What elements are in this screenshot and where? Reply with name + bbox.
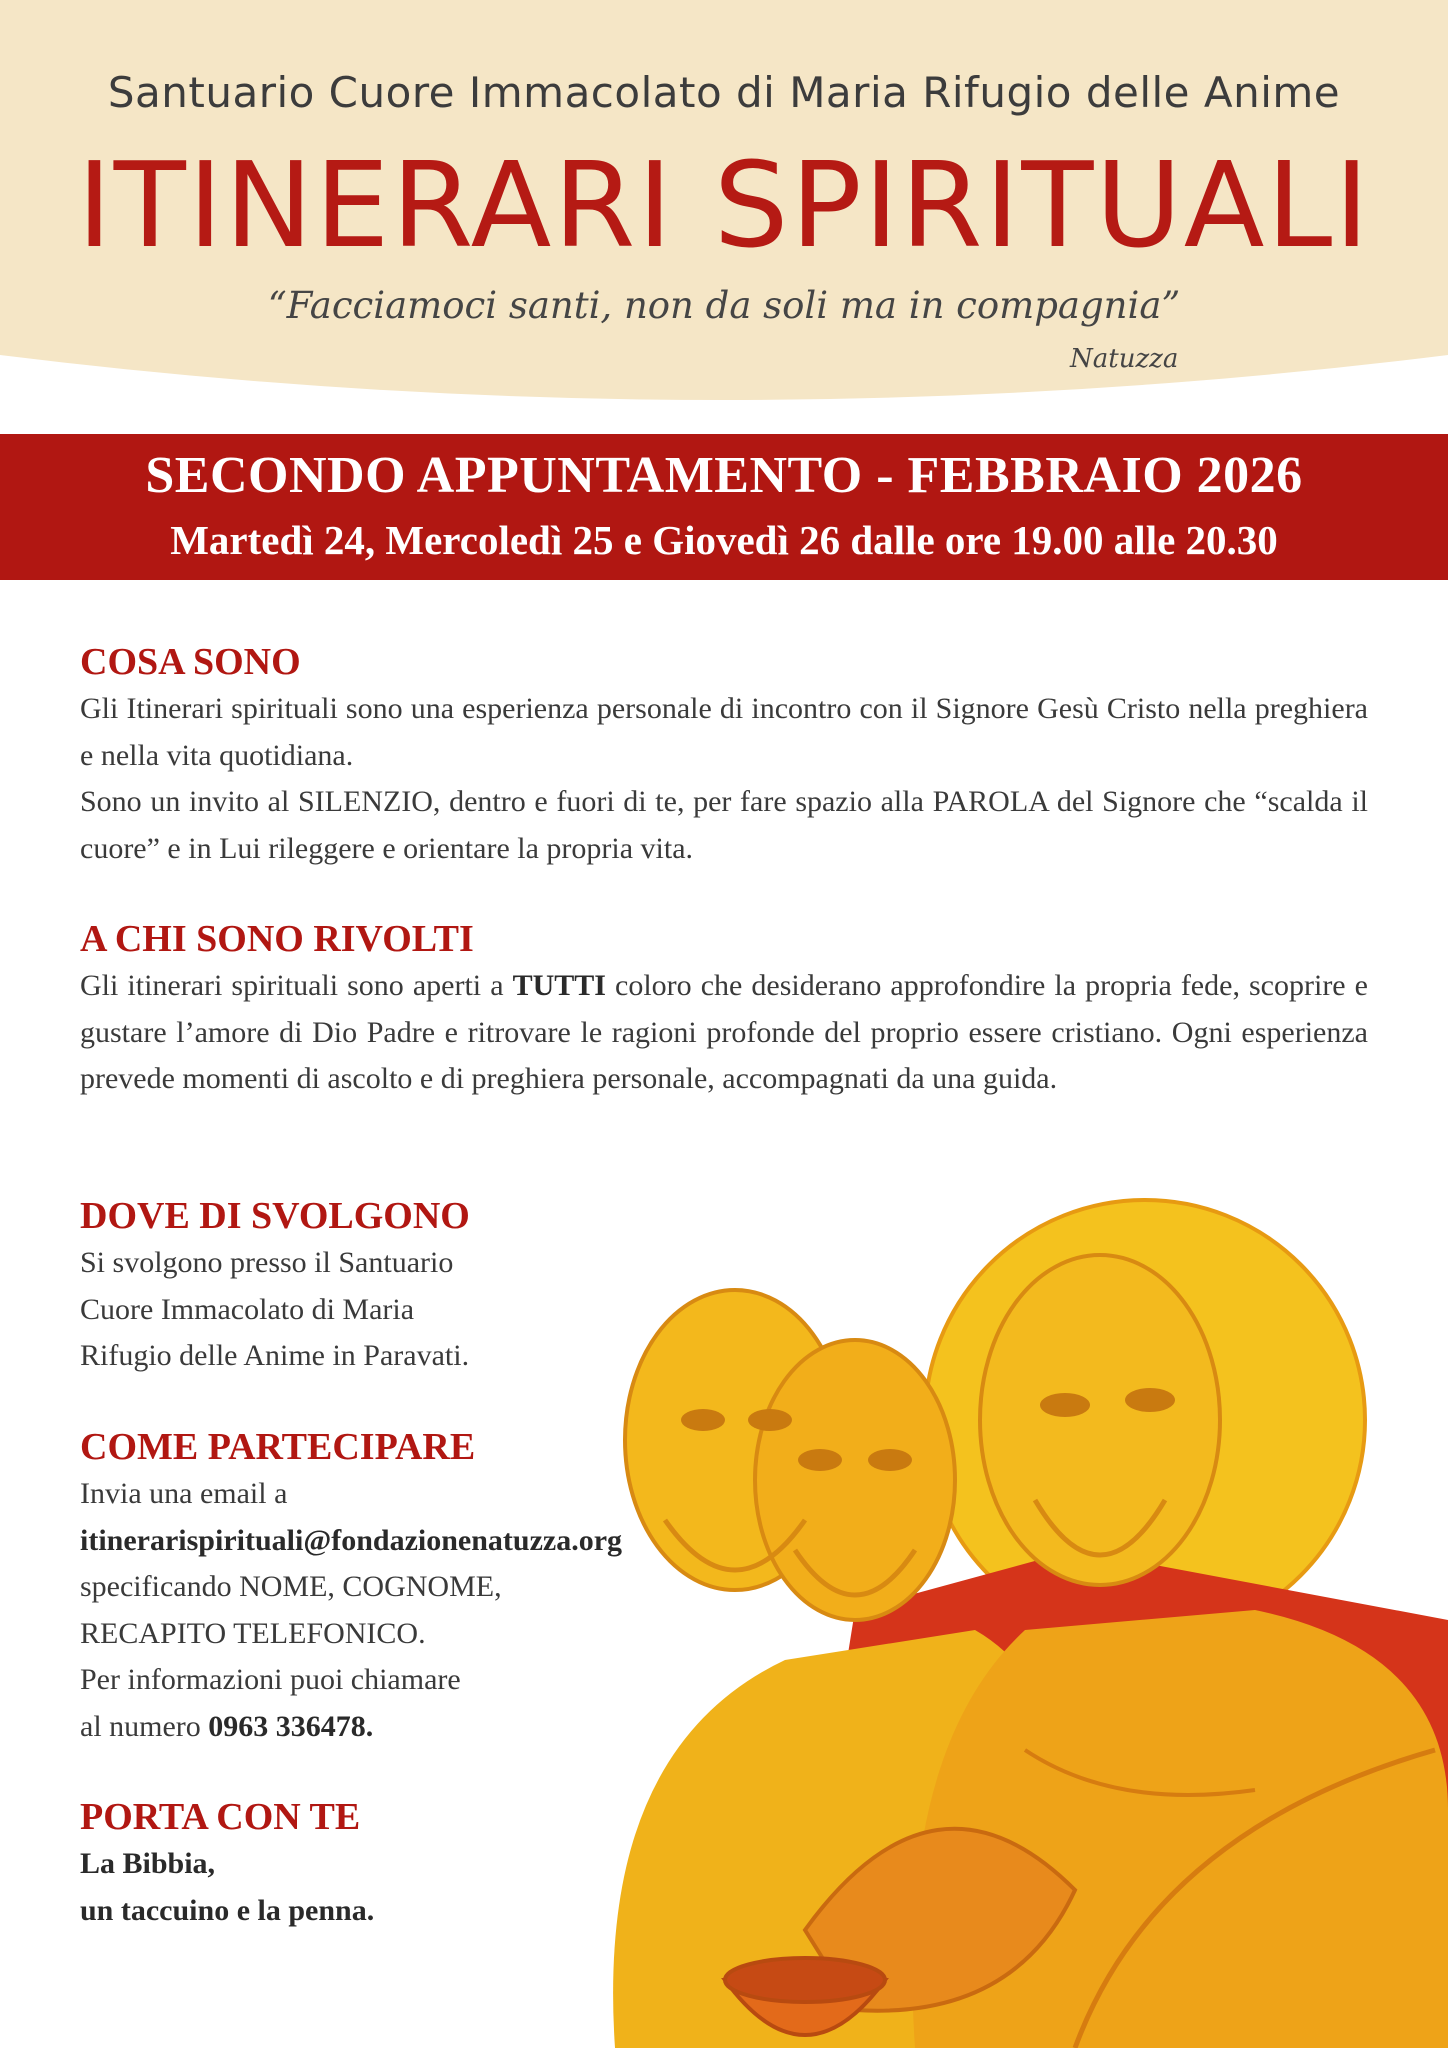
date-banner — [0, 434, 1448, 580]
section-text-cosa-sono — [80, 686, 1368, 872]
come-line: Invia una email a — [80, 1477, 288, 1510]
jesus-head — [980, 1255, 1220, 1585]
phone-number[interactable]: 0963 336478. — [208, 1709, 374, 1743]
section-title-porta: PORTA CON TE — [80, 1796, 361, 1838]
a-chi-bold-tutti: TUTTI — [512, 969, 606, 1002]
porta-line-2: un taccuino e la penna. — [80, 1893, 375, 1927]
section-title-come: COME PARTECIPARE — [80, 1426, 476, 1468]
sanctuary-subtitle: Santuario Cuore Immacolato di Maria Rifugio delle Anime — [107, 68, 1341, 117]
come-line: specificando NOME, COGNOME, — [80, 1570, 502, 1603]
page-title: ITINERARI SPIRITUALI — [76, 136, 1372, 274]
appointment-title: SECONDO APPUNTAMENTO - FEBBRAIO 2026 — [145, 447, 1303, 504]
come-line: Per informazioni puoi chiamare — [80, 1663, 461, 1696]
dove-line: Rifugio delle Anime in Paravati. — [80, 1339, 470, 1372]
phone-prefix: al numero — [80, 1709, 209, 1743]
quote-author: Natuzza — [1070, 344, 1179, 374]
cosa-sono-paragraph-2: Sono un invito al SILENZIO, dentro e fuori di te, per fare spazio alla PAROLA del Signore che “scalda il cuore” e in Lui rileggere e orientare la propria vita. — [80, 785, 1368, 865]
email-link[interactable]: itinerarispirituali@fondazionenatuzza.org — [80, 1523, 623, 1557]
a-chi-text-after: coloro che desiderano approfondire la propria fede, scoprire e gustare l’amore di Dio Padre e ritrovare le ragioni profonde del proprio essere cristiano. Ogni esperienza prevede momenti di ascolto e di preghiera personale, accompagnati da una guida. — [80, 969, 1368, 1095]
dove-line: Cuore Immacolato di Maria — [80, 1292, 415, 1326]
disciple-head-middle — [755, 1340, 955, 1620]
appointment-dates: Martedì 24, Mercoledì 25 e Giovedì 26 dalle ore 19.00 alle 20.30 — [170, 517, 1278, 563]
cosa-sono-paragraph-1: Gli Itinerari spirituali sono una esperienza personale di incontro con il Signore Gesù Cristo nella preghiera e nella vita quotidiana. — [80, 692, 1368, 772]
section-text-come — [80, 1471, 622, 1750]
a-chi-text-before: Gli itinerari spirituali sono aperti a — [80, 969, 513, 1002]
section-text-dove — [80, 1240, 469, 1380]
section-title-a-chi: A CHI SONO RIVOLTI — [80, 918, 474, 960]
section-title-cosa-sono: COSA SONO — [80, 641, 301, 683]
section-text-a-chi — [80, 963, 1368, 1103]
section-title-dove: DOVE DI SVOLGONO — [80, 1195, 470, 1237]
quote: “Facciamoci santi, non da soli ma in compagnia” — [267, 284, 1181, 327]
porta-line-1: La Bibbia, — [80, 1847, 216, 1880]
jesus-disciples-illustration — [555, 1190, 1448, 2048]
section-text-porta — [80, 1841, 374, 1934]
dove-line: Si svolgono presso il Santuario — [80, 1246, 454, 1279]
come-line: RECAPITO TELEFONICO. — [80, 1616, 426, 1650]
